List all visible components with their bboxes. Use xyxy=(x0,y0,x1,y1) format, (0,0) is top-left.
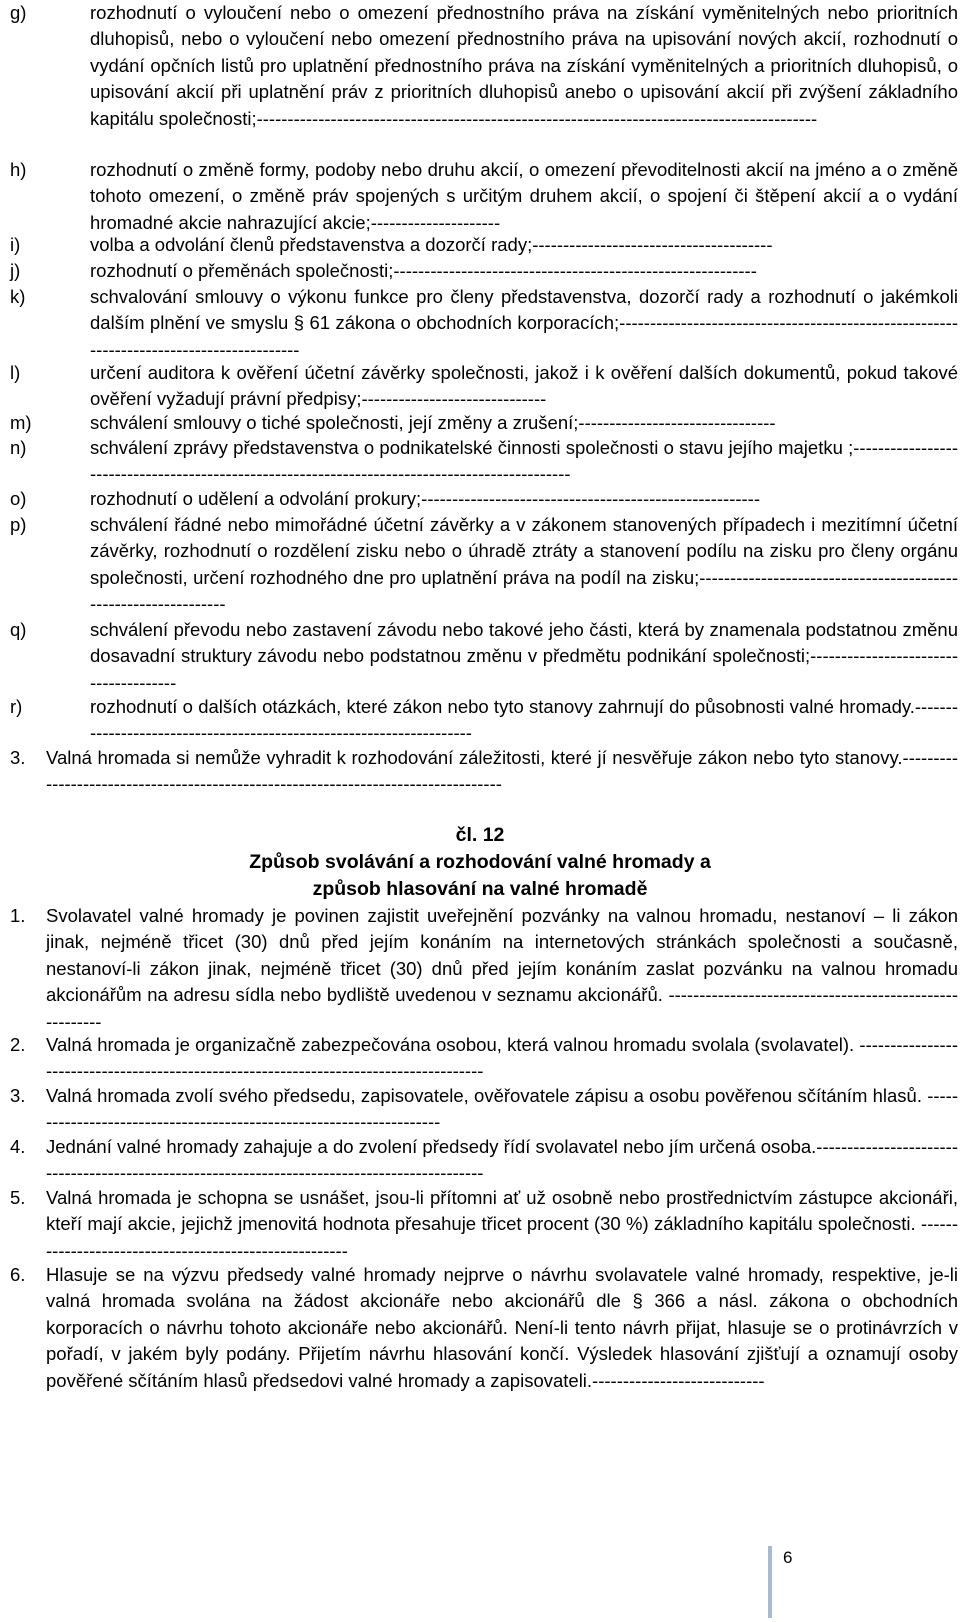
list-marker: o) xyxy=(10,488,27,509)
list-marker: q) xyxy=(10,619,27,640)
list-text: rozhodnutí o dalších otázkách, které zákon nebo tyto stanovy zahrnují do působnosti valné hromady.--------------------------------------------------------------------- xyxy=(90,696,958,744)
list-marker: p) xyxy=(10,514,27,535)
section-text: Valná hromada je schopna se usnášet, jsou-li přítomni ať už osobně nebo prostřednictvím zástupce akcionáři, kteří mají akcie, jejichž jmenovitá hodnota přesahuje třicet procent (30 %) základního kapitálu společnosti. ------------------------------------------------------- xyxy=(46,1187,958,1261)
article-number: čl. 12 xyxy=(455,824,505,846)
list-text: určení auditora k ověření účetní závěrky společnosti, jakož i k ověření dalších dokumentů, pokud takové ověření vyžadují právní předpisy;------------------------------ xyxy=(90,362,958,410)
section-text: Valná hromada je organizačně zabezpečována osobou, která valnou hromadu svolala (svolavatel). --------------------------------------------------------------------------------------- xyxy=(46,1034,958,1082)
section-marker: 5. xyxy=(10,1187,26,1208)
list-text: rozhodnutí o vyloučení nebo o omezení přednostního práva na získání vyměnitelných nebo prioritních dluhopisů, nebo o vyloučení nebo omezení přednostního práva na upisování nových akcií, rozhodnutí o vydání opčních listů pro uplatnění přednostního práva na získání vyměnitelných a prioritních dluhopisů, o upisování akcií při uplatnění práv z prioritních dluhopisů anebo o upisování akcií při zvýšení základního kapitálu společnosti;------------------------------------------------------------------------------------------- xyxy=(90,2,958,129)
list-marker: m) xyxy=(10,412,32,433)
section-marker: 1. xyxy=(10,905,26,926)
section-marker: 6. xyxy=(10,1264,26,1285)
page-number: 6 xyxy=(783,1548,793,1567)
list-marker: r) xyxy=(10,696,23,717)
list-text: schvalování smlouvy o výkonu funkce pro členy představenstva, dozorčí rady a rozhodnutí o jakémkoli dalším plnění ve smyslu § 61 zákona o obchodních korporacích;----------------------------------------------------------------------------------------- xyxy=(90,286,958,360)
section-text: Svolavatel valné hromady je povinen zajistit uveřejnění pozvánky na valnou hromadu, nestanoví – li zákon jinak, nejméně třicet (30) dnů před jejím konáním na internetových stránkách společnosti a současně, nestanoví-li zákon jinak, nejméně třicet (30) dnů před jejím konáním zaslat pozvánku na valnou hromadu akcionářům na adresu sídla nebo bydliště uvedenou v seznamu akcionářů. -------------------------------------------------------- xyxy=(46,905,958,1032)
paragraph-marker: 3. xyxy=(10,747,26,768)
paragraph-text: Valná hromada si nemůže vyhradit k rozhodování záležitosti, které jí nesvěřuje zákon nebo tyto stanovy.----------------------------------------------------------------------------------- xyxy=(46,747,958,795)
list-marker: i) xyxy=(10,234,21,255)
list-text: schválení převodu nebo zastavení závodu nebo takové jeho části, která by znamenala podstatnou změnu dosavadní struktury závodu nebo podstatnou změnu v předmětu podnikání společnosti;-------------------------------------- xyxy=(90,619,958,693)
section-text: Valná hromada zvolí svého předsedu, zapisovatele, ověřovatele zápisu a osobu pověřenou sčítáním hlasů. --------------------------------------------------------------------- xyxy=(46,1085,958,1133)
section-text: Hlasuje se na výzvu předsedy valné hromady nejprve o návrhu svolavatele valné hromady, respektive, je-li valná hromada svolána na žádost akcionáře nebo akcionářů dle § 366 a násl. zákona o obchodních korporacích o návrhu tohoto akcionáře nebo akcionářů. Není-li tento návrh přijat, hlasuje se o protinávrzích v pořadí, v jakém byly podány. Přijetím návrhu hlasování končí. Výsledek hlasování zjišťují a oznamují osoby pověřené sčítáním hlasů předsedovi valné hromady a zapisovateli.---------------------------- xyxy=(46,1264,958,1391)
section-marker: 3. xyxy=(10,1085,26,1106)
section-marker: 2. xyxy=(10,1034,26,1055)
article-title-line-1: Způsob svolávání a rozhodování valné hromady a xyxy=(249,851,711,873)
list-text: rozhodnutí o změně formy, podoby nebo druhu akcií, o omezení převoditelnosti akcií na jméno a o změně tohoto omezení, o změně práv spojených s určitým druhem akcií, o spojení či štěpení akcií a o vydání hromadné akcie nahrazující akcie;--------------------- xyxy=(90,159,958,233)
list-marker: k) xyxy=(10,286,26,307)
list-marker: n) xyxy=(10,437,27,458)
footer-divider xyxy=(768,1546,772,1618)
list-text: schválení zprávy představenstva o podnikatelské činnosti společnosti o stavu jejího majetku ;----------------------------------------------------------------------------------------------- xyxy=(90,437,958,485)
list-marker: g) xyxy=(10,2,27,23)
section-text: Jednání valné hromady zahajuje a do zvolení předsedy řídí svolavatel nebo jím určená osoba.---------------------------------------------------------------------------------------------- xyxy=(46,1136,958,1184)
list-text: rozhodnutí o udělení a odvolání prokury;------------------------------------------------------- xyxy=(90,488,761,509)
list-text: volba a odvolání členů představenstva a dozorčí rady;--------------------------------------- xyxy=(90,234,773,255)
article-title-line-2: způsob hlasování na valné hromadě xyxy=(312,878,648,900)
list-text: schválení řádné nebo mimořádné účetní závěrky a v zákonem stanovených případech i mezitímní účetní závěrky, rozhodnutí o rozdělení zisku nebo o úhradě ztráty a stanovení podílu na zisku pro členy orgánu společnosti, určení rozhodného dne pro uplatnění práva na podíl na zisku;---------------------------------------------------------------- xyxy=(90,514,958,615)
list-marker: j) xyxy=(10,260,21,281)
list-text: schválení smlouvy o tiché společnosti, její změny a zrušení;-------------------------------- xyxy=(90,412,776,433)
list-marker: l) xyxy=(10,362,21,383)
section-marker: 4. xyxy=(10,1136,26,1157)
list-text: rozhodnutí o přeměnách společnosti;----------------------------------------------------------- xyxy=(90,260,757,281)
list-marker: h) xyxy=(10,159,27,180)
